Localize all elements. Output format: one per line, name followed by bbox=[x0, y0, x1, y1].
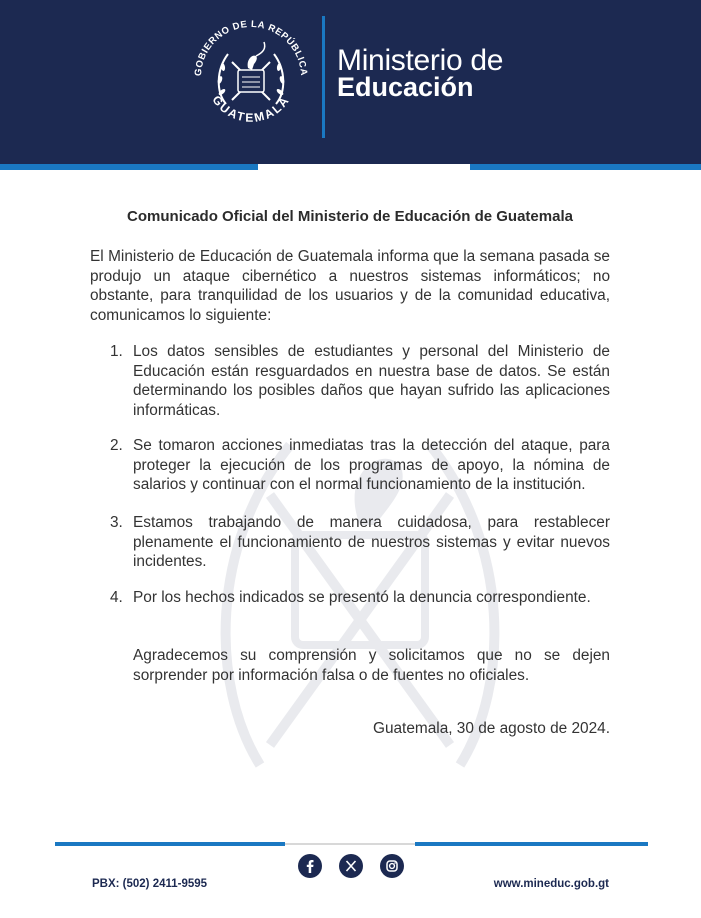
footer-line-right bbox=[415, 842, 648, 846]
header-divider bbox=[322, 16, 325, 138]
closing-paragraph: Agradecemos su comprensión y solicitamos que no se dejen sorprender por información falsa o de fuentes no oficiales. bbox=[133, 647, 610, 684]
document-date: Guatemala, 30 de agosto de 2024. bbox=[372, 720, 610, 737]
list-item-number: 3. bbox=[110, 514, 123, 531]
document-title: Comunicado Oficial del Ministerio de Educación de Guatemala bbox=[127, 208, 573, 225]
ministry-name-line2: Educación bbox=[337, 72, 474, 102]
footer-line-left bbox=[55, 842, 285, 846]
list-item-number: 4. bbox=[110, 589, 123, 606]
intro-paragraph: El Ministerio de Educación de Guatemala informa que la semana pasada se produjo un ataque cibernético a nuestros sistemas informáticos; no obstante, para tranquilidad de los usuarios y de la comunidad educativa, comunicamos lo siguiente: bbox=[90, 248, 610, 324]
facebook-icon[interactable] bbox=[298, 854, 322, 878]
list-item-3 bbox=[110, 513, 610, 572]
list-item-2 bbox=[110, 436, 610, 495]
phone-number: PBX: (502) 2411-9595 bbox=[92, 878, 208, 890]
list-item-number: 2. bbox=[110, 437, 123, 454]
x-icon[interactable] bbox=[339, 854, 363, 878]
header-banner bbox=[0, 0, 701, 164]
list-item-text: Estamos trabajando de manera cuidadosa, para restablecer plenamente el funcionamiento de nuestros sistemas y evitar nuevos incidentes. bbox=[133, 514, 610, 570]
list-item-4 bbox=[110, 588, 610, 608]
header-stripe-left bbox=[0, 164, 258, 170]
seal-text-bottom: GUATEMALA bbox=[209, 92, 293, 125]
list-item-1 bbox=[110, 342, 610, 420]
footer-line-center bbox=[285, 843, 415, 845]
guatemala-seal-icon bbox=[186, 12, 316, 142]
instagram-icon[interactable] bbox=[380, 854, 404, 878]
website-link[interactable]: www.mineduc.gob.gt bbox=[493, 878, 609, 890]
list-item-text: Los datos sensibles de estudiantes y personal del Ministerio de Educación están resguardados en nuestra base de datos. Se están determinando los posibles daños que hayan sufrido las aplicaciones informáticas. bbox=[133, 343, 610, 419]
list-item-text: Se tomaron acciones inmediatas tras la detección del ataque, para proteger la ejecución de los programas de apoyo, la nómina de salarios y continuar con el normal funcionamiento de la institución. bbox=[133, 437, 610, 493]
seal-text-top: GOBIERNO DE LA REPÚBLICA bbox=[192, 18, 310, 77]
list-item-text: Por los hechos indicados se presentó la denuncia correspondiente. bbox=[133, 589, 591, 606]
header-stripe-right bbox=[470, 164, 701, 170]
list-item-number: 1. bbox=[110, 343, 123, 360]
ministry-name-line1: Ministerio de bbox=[337, 44, 504, 77]
